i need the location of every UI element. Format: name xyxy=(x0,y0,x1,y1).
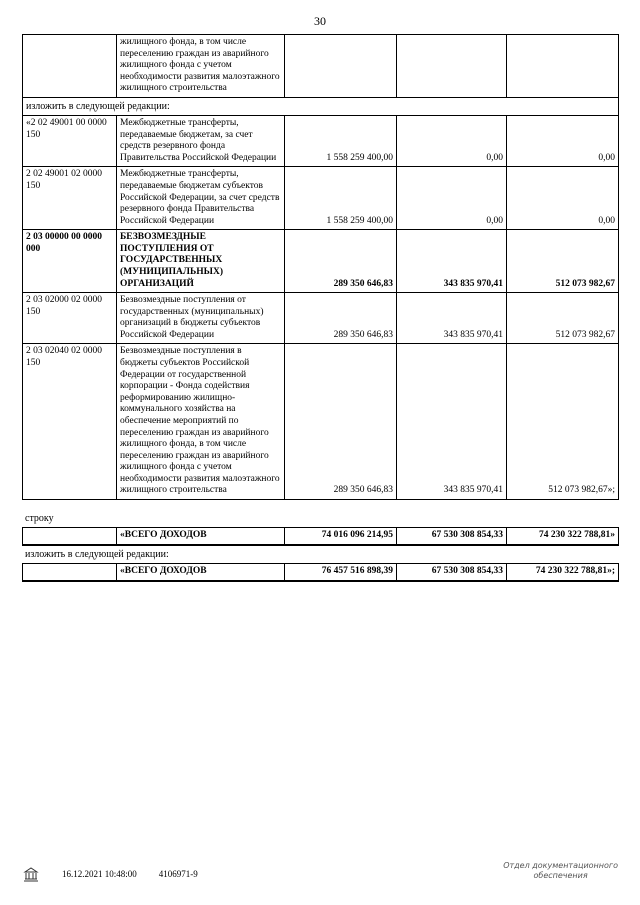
row-amount-2023: 512 073 982,67»; xyxy=(507,344,619,500)
row-amount-2022: 0,00 xyxy=(397,167,507,230)
line-stroku: строку xyxy=(25,513,54,524)
table-row xyxy=(23,167,619,230)
total-old-label: «ВСЕГО ДОХОДОВ xyxy=(117,528,285,545)
table-row xyxy=(23,293,619,344)
row-code: «2 02 49001 00 0000 150 xyxy=(23,116,117,167)
total-old-y3: 74 230 322 788,81» xyxy=(507,528,619,545)
row-code: 2 03 02040 02 0000 150 xyxy=(23,344,117,500)
row-amount-2021: 1 558 259 400,00 xyxy=(285,167,397,230)
total-new-table xyxy=(22,563,619,582)
row-amount-2021: 289 350 646,83 xyxy=(285,344,397,500)
row-name: БЕЗВОЗМЕЗДНЫЕ ПОСТУПЛЕНИЯ ОТ ГОСУДАРСТВЕННЫХ (МУНИЦИПАЛЬНЫХ) ОРГАНИЗАЦИЙ xyxy=(117,230,285,293)
row-amount-2023: 512 073 982,67 xyxy=(507,293,619,344)
total-old-y1: 74 016 096 214,95 xyxy=(285,528,397,545)
total-new-label: «ВСЕГО ДОХОДОВ xyxy=(117,563,285,580)
department-stamp xyxy=(503,861,618,881)
row-amount-2023: 512 073 982,67 xyxy=(507,230,619,293)
row-name: Безвозмездные поступления от государственных (муниципальных) организаций в бюджеты субъектов Российской Федерации xyxy=(117,293,285,344)
page-number: 30 xyxy=(314,14,326,28)
row-amount-2023: 0,00 xyxy=(507,116,619,167)
page-footer xyxy=(22,861,618,883)
row-name: Межбюджетные трансферты, передаваемые бюджетам субъектов Российской Федерации, за счет средств резервного фонда Правительства Российской Федерации xyxy=(117,167,285,230)
footer-datetime: 16.12.2021 10:48:00 xyxy=(62,868,137,879)
total-new-y1: 76 457 516 898,39 xyxy=(285,563,397,580)
row-name: Межбюджетные трансферты, передаваемые бюджетам, за счет средств резервного фонда Правительства Российской Федерации xyxy=(117,116,285,167)
row-amount-2022: 0,00 xyxy=(397,116,507,167)
continuation-row xyxy=(23,35,619,98)
total-new-row xyxy=(23,563,619,580)
continuation-text: жилищного фонда, в том числе переселению граждан из аварийного жилищного фонда с учетом необходимости развития малоэтажного жилищного строительства xyxy=(117,35,285,98)
row-amount-2022: 343 835 970,41 xyxy=(397,344,507,500)
row-amount-2021: 289 350 646,83 xyxy=(285,230,397,293)
stamp-line-1: Отдел документационного xyxy=(503,861,618,870)
table-row xyxy=(23,230,619,293)
row-amount-2022: 343 835 970,41 xyxy=(397,230,507,293)
redaction-heading: изложить в следующей редакции: xyxy=(23,97,619,115)
row-amount-2023: 0,00 xyxy=(507,167,619,230)
table-row xyxy=(23,116,619,167)
table-row xyxy=(23,344,619,500)
total-old-table xyxy=(22,527,619,546)
parliament-building-icon xyxy=(22,865,40,883)
total-old-y2: 67 530 308 854,33 xyxy=(397,528,507,545)
row-amount-2021: 1 558 259 400,00 xyxy=(285,116,397,167)
total-new-y2: 67 530 308 854,33 xyxy=(397,563,507,580)
row-name: Безвозмездные поступления в бюджеты субъектов Российской Федерации от государственной корпорации - Фонда содействия реформированию жилищно-коммунального хозяйства на обеспечение мероприятий по переселению граждан из аварийного жилищного фонда, в том числе переселению граждан из аварийного жилищного фонда с учетом необходимости развития малоэтажного жилищного строительства xyxy=(117,344,285,500)
stamp-line-2: обеспечения xyxy=(533,871,588,880)
line-redaction-2: изложить в следующей редакции: xyxy=(25,548,169,560)
row-code: 2 03 02000 02 0000 150 xyxy=(23,293,117,344)
revenue-table xyxy=(22,34,619,500)
row-code: 2 02 49001 02 0000 150 xyxy=(23,167,117,230)
total-old-row xyxy=(23,528,619,545)
row-code: 2 03 00000 00 0000 000 xyxy=(23,230,117,293)
row-amount-2021: 289 350 646,83 xyxy=(285,293,397,344)
footer-doc-id: 4106971-9 xyxy=(158,868,198,879)
revenue-table-section xyxy=(22,34,618,582)
total-new-y3: 74 230 322 788,81»; xyxy=(507,563,619,580)
redaction-heading-row xyxy=(23,97,619,115)
row-amount-2022: 343 835 970,41 xyxy=(397,293,507,344)
